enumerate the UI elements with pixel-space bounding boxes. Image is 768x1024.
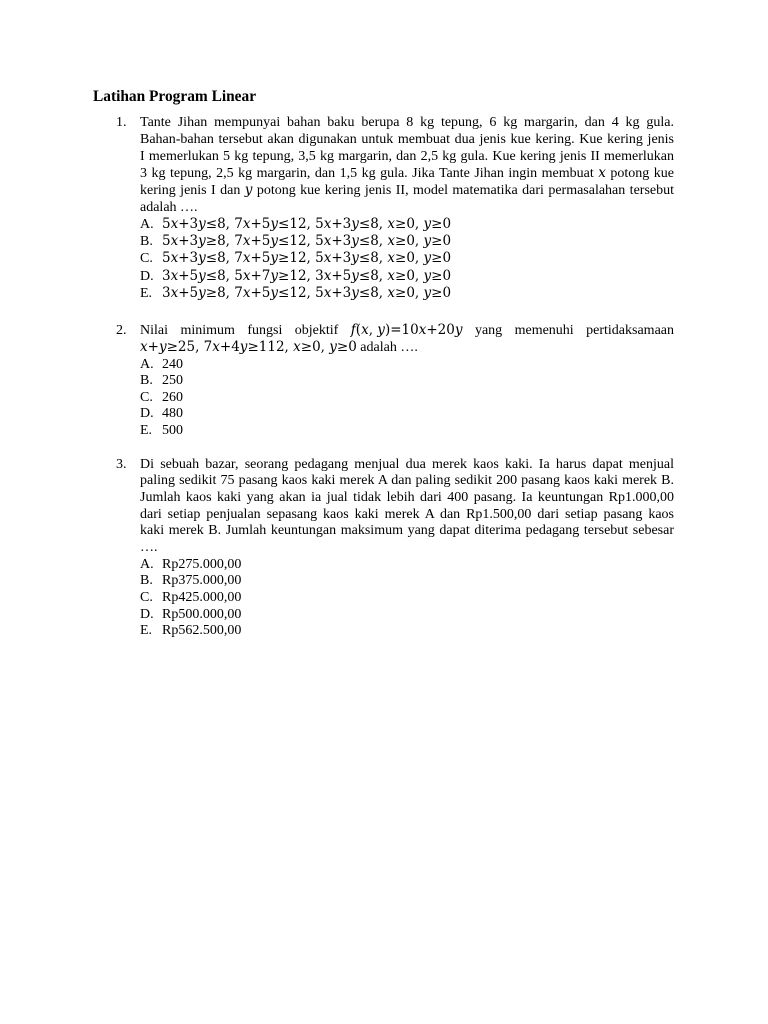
- stem-line: [140, 339, 674, 357]
- math-variable: x: [323, 250, 332, 267]
- math-variable: y: [198, 215, 206, 232]
- stem-line: [140, 182, 674, 199]
- math-variable: x: [242, 285, 251, 302]
- answer-option-d: [140, 406, 674, 423]
- stem-line: dari setiap penjualan sepasang kaos kaki merek A dan Rp1.500,00 dari setiap pasang kaos: [140, 506, 674, 522]
- math-variable: x: [387, 267, 396, 284]
- option-label: E.: [140, 623, 153, 639]
- math-variable: x: [387, 232, 396, 249]
- document-title: Latihan Program Linear: [93, 88, 257, 105]
- math-variable: x: [387, 215, 396, 232]
- answer-option-b: [140, 373, 674, 390]
- stem-line: kaki merek B. Jumlah keuntungan maksimum yang dapat diterima pedagang tersebut sebesar: [140, 523, 674, 539]
- math-variable: y: [244, 181, 253, 198]
- math-variable: x: [242, 232, 251, 249]
- math-variable: x: [170, 232, 179, 249]
- math-variable: x: [323, 267, 332, 284]
- math-variable: y: [198, 250, 206, 267]
- math-variable: y: [351, 232, 359, 249]
- math-variable: x: [387, 285, 396, 302]
- stem-text: potong kue: [610, 165, 675, 181]
- question-stem: [140, 322, 674, 357]
- math-variable: y: [351, 250, 359, 267]
- question-stem: [140, 114, 674, 216]
- stem-text: adalah ….: [360, 340, 418, 355]
- math-variable: y: [423, 250, 432, 267]
- math-variable: x: [598, 164, 606, 181]
- option-text: 500: [162, 422, 183, 438]
- answer-option-d: [140, 268, 674, 285]
- math-variable: y: [158, 339, 167, 355]
- answer-option-c: [140, 590, 674, 607]
- math-variable: y: [423, 267, 432, 284]
- answer-option-a: [140, 357, 674, 374]
- math-variable: y: [329, 339, 337, 355]
- math-variable: y: [351, 267, 359, 284]
- stem-line: [140, 165, 674, 182]
- answer-option-c: [140, 250, 674, 267]
- inline-math: f(x, y)=10x+20y: [350, 321, 463, 338]
- math-variable: x: [361, 321, 369, 338]
- answer-options: [140, 216, 674, 303]
- math-variable: x: [242, 267, 251, 284]
- stem-line: paling sedikit 75 pasang kaos kaki merek A dan paling sedikit 200 pasang kaos kaki merek B.: [140, 473, 674, 489]
- question-body: [140, 114, 674, 303]
- option-label: A.: [140, 356, 154, 372]
- inline-math: x+y≥25, 7x+4y≥112, x≥0, y≥0: [140, 339, 357, 355]
- option-text: Rp500.000,00: [162, 606, 242, 622]
- answer-options: [140, 357, 674, 440]
- math-variable: x: [170, 285, 179, 302]
- inline-math: [244, 181, 253, 198]
- math-variable: x: [242, 250, 251, 267]
- math-variable: x: [323, 232, 332, 249]
- stem-line: Di sebuah bazar, seorang pedagang menjual dua merek kaos kaki. Ia harus dapat menjual: [140, 456, 674, 472]
- question-number: 1.: [116, 114, 127, 130]
- answer-option-e: [140, 423, 674, 440]
- answer-option-c: [140, 390, 674, 407]
- question-body: [140, 457, 674, 641]
- option-label: B.: [140, 373, 153, 389]
- question-number: 2.: [116, 322, 127, 338]
- option-text: 250: [162, 373, 183, 389]
- option-text: 240: [162, 356, 183, 372]
- math-variable: f: [350, 321, 356, 338]
- answer-option-a: [140, 557, 674, 574]
- option-math: 3x+5y≤8, 5x+7y≥12, 3x+5y≤8, x≥0, y≥0: [162, 267, 452, 284]
- math-variable: y: [377, 321, 385, 338]
- option-label: D.: [140, 606, 154, 622]
- option-label: D.: [140, 406, 154, 422]
- stem-text: kering jenis I dan: [140, 182, 241, 198]
- math-variable: x: [387, 250, 396, 267]
- answer-option-d: [140, 607, 674, 624]
- math-variable: y: [270, 267, 279, 284]
- stem-line: ….: [140, 539, 158, 555]
- option-math: 5x+3y≤8, 7x+5y≤12, 5x+3y≤8, x≥0, y≥0: [162, 215, 452, 232]
- option-text: Rp562.500,00: [162, 623, 242, 639]
- option-text: 260: [162, 389, 183, 405]
- stem-line: Tante Jihan mempunyai bahan baku berupa 8 kg tepung, 6 kg margarin, dan 4 kg gula.: [140, 114, 674, 130]
- stem-line: I memerlukan 5 kg tepung, 3,5 kg margarin, dan 2,5 kg gula. Kue kering jenis II memerlukan: [140, 148, 674, 164]
- stem-line: adalah ….: [140, 199, 198, 215]
- math-variable: x: [170, 215, 179, 232]
- option-label: C.: [140, 251, 153, 267]
- option-label: B.: [140, 573, 153, 589]
- inline-math: [598, 164, 606, 181]
- math-variable: y: [198, 285, 206, 302]
- stem-line: Jumlah kaos kaki yang akan ia jual tidak lebih dari 400 pasang. Ia keuntungan Rp1.000,00: [140, 489, 674, 505]
- option-math: 3x+5y≥8, 7x+5y≤12, 5x+3y≤8, x≥0, y≥0: [162, 285, 452, 302]
- math-variable: x: [170, 267, 179, 284]
- stem-line: Bahan-bahan tersebut akan digunakan untuk membuat dua jenis kue kering. Kue kering jenis: [140, 131, 674, 147]
- option-label: C.: [140, 590, 153, 605]
- math-variable: y: [270, 232, 279, 249]
- option-text: 480: [162, 406, 183, 422]
- math-variable: x: [170, 250, 179, 267]
- question-body: [140, 322, 674, 440]
- math-variable: x: [323, 285, 332, 302]
- answer-option-e: [140, 623, 674, 640]
- math-variable: x: [293, 339, 301, 355]
- math-variable: y: [423, 285, 432, 302]
- answer-option-e: [140, 285, 674, 302]
- option-label: E.: [140, 286, 153, 302]
- stem-text: yang memenuhi pertidaksamaan: [474, 322, 674, 338]
- math-variable: y: [198, 267, 206, 284]
- option-text: Rp275.000,00: [162, 556, 242, 572]
- option-label: A.: [140, 216, 154, 232]
- answer-option-b: [140, 573, 674, 590]
- option-math: 5x+3y≥8, 7x+5y≤12, 5x+3y≤8, x≥0, y≥0: [162, 232, 452, 249]
- math-variable: y: [198, 232, 206, 249]
- math-variable: y: [351, 215, 359, 232]
- option-text: Rp375.000,00: [162, 573, 242, 589]
- math-variable: y: [351, 285, 359, 302]
- math-variable: y: [270, 285, 279, 302]
- option-label: C.: [140, 389, 153, 405]
- answer-options: [140, 557, 674, 640]
- option-text: Rp425.000,00: [162, 590, 242, 605]
- math-variable: y: [454, 321, 463, 338]
- option-label: A.: [140, 556, 154, 572]
- math-variable: y: [423, 215, 432, 232]
- option-label: D.: [140, 268, 154, 284]
- option-label: B.: [140, 233, 153, 249]
- question-number: 3.: [116, 456, 127, 472]
- math-variable: y: [423, 232, 432, 249]
- math-variable: x: [418, 321, 427, 338]
- answer-option-a: [140, 216, 674, 233]
- math-variable: x: [242, 215, 251, 232]
- option-label: E.: [140, 422, 153, 438]
- math-variable: y: [270, 215, 279, 232]
- math-variable: x: [140, 339, 148, 355]
- math-variable: x: [323, 215, 332, 232]
- math-variable: y: [239, 339, 248, 355]
- stem-text: Nilai minimum fungsi objektif: [140, 322, 339, 338]
- question-stem: [140, 457, 674, 557]
- stem-text: 3 kg tepung, 2,5 kg margarin, dan 1,5 kg gula. Jika Tante Jihan ingin membuat: [140, 165, 594, 181]
- stem-text: potong kue kering jenis II, model matematika dari permasalahan tersebut: [256, 182, 675, 198]
- math-variable: x: [212, 339, 220, 355]
- math-variable: y: [270, 250, 279, 267]
- option-math: 5x+3y≤8, 7x+5y≥12, 5x+3y≤8, x≥0, y≥0: [162, 250, 452, 267]
- answer-option-b: [140, 233, 674, 250]
- stem-line: [140, 322, 674, 340]
